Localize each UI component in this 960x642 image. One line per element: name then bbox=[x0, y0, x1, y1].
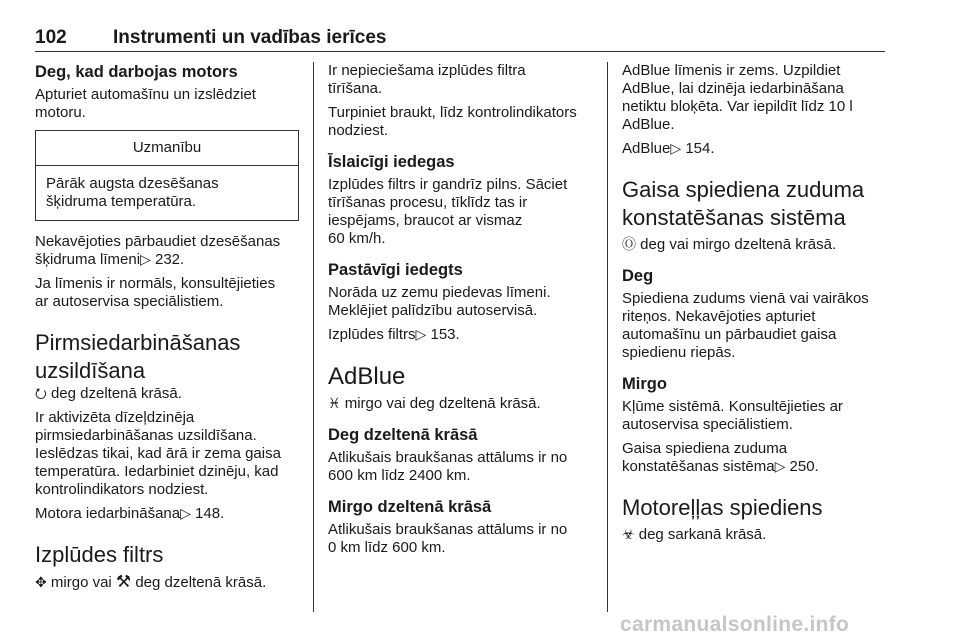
heading-motorellas: Motoreļļas spiediens bbox=[622, 495, 823, 520]
page-reference-icon: ▷ bbox=[140, 252, 151, 268]
heading-mirgo-dzeltena: Mirgo dzeltenā krāsā bbox=[328, 498, 492, 516]
paragraph: AdBlue līmenis ir zems. Uzpildiet AdBlue, lai dzinēja iedarbināšana netiktu bloķēta. Var iepildīt līdz 10 l AdBlue. bbox=[622, 62, 853, 133]
paragraph: Atlikušais braukšanas attālums ir no 0 km līdz 600 km. bbox=[328, 521, 568, 556]
paragraph bbox=[35, 573, 303, 592]
paragraph: Ir aktivizēta dīzeļdzinēja pirmsiedarbināšanas uzsildīšana. Ieslēdzas tikai, kad ārā ir zema gaisa temperatūra. Iedarbiniet dzinēju, kad kontrolindikators nodziest. bbox=[35, 409, 281, 498]
paragraph bbox=[328, 395, 596, 413]
heading-mirgo: Mirgo bbox=[622, 375, 667, 393]
notice-box bbox=[35, 130, 299, 221]
paragraph: Spiediena zudums vienā vai vairākos riteņos. Nekavējoties apturiet automašīnu un pārbaudiet gaisa spiedienu riepās. bbox=[622, 290, 869, 361]
heading-pastavigi: Pastāvīgi iedegts bbox=[328, 261, 463, 279]
heading-deg-darbojas: Deg, kad darbojas motors bbox=[35, 63, 238, 81]
text: Gaisa spiediena zuduma konstatēšanas sistēma bbox=[622, 440, 788, 475]
paragraph: Norāda uz zemu piedevas līmeni. Meklējiet palīdzību autoservisā. bbox=[328, 284, 551, 319]
page-reference-icon: ▷ bbox=[415, 327, 427, 343]
text: mirgo vai bbox=[46, 574, 116, 591]
text: mirgo vai deg dzeltenā krāsā. bbox=[340, 395, 541, 412]
column-3 bbox=[622, 62, 892, 550]
column-1 bbox=[35, 62, 303, 598]
paragraph bbox=[35, 505, 303, 523]
paragraph: Turpiniet braukt, līdz kontrolindikators nodziest. bbox=[328, 104, 577, 139]
notice-body: Pārāk augsta dzesēšanas šķidruma temperatūra. bbox=[46, 175, 219, 210]
adblue-icon: ♓ bbox=[328, 396, 341, 412]
page-header bbox=[35, 27, 885, 52]
page-number: 102 bbox=[35, 27, 67, 48]
heading-deg-dzeltena: Deg dzeltenā krāsā bbox=[328, 426, 478, 444]
paragraph bbox=[622, 526, 892, 544]
paragraph: Apturiet automašīnu un izslēdziet motoru. bbox=[35, 86, 256, 121]
paragraph bbox=[328, 326, 596, 344]
exhaust-filter-icon: ✥ bbox=[35, 575, 47, 591]
text: deg vai mirgo dzeltenā krāsā. bbox=[636, 236, 837, 253]
paragraph: Izplūdes filtrs ir gandrīz pilns. Sāciet tīrīšanas procesu, tīklīdz tas ir iespējams, braucot ar vismaz 60 km/h. bbox=[328, 176, 568, 247]
paragraph bbox=[622, 236, 892, 254]
paragraph bbox=[622, 140, 892, 158]
page-title: Instrumenti un vadības ierīces bbox=[113, 27, 387, 48]
paragraph: Atlikušais braukšanas attālums ir no 600 km līdz 2400 km. bbox=[328, 449, 568, 484]
text: Izplūdes filtrs bbox=[328, 326, 416, 343]
paragraph: Kļūme sistēmā. Konsultējieties ar autoservisa speciālistiem. bbox=[622, 398, 843, 433]
text: deg dzeltenā krāsā. bbox=[46, 385, 182, 402]
heading-islaicigi: Īslaicīgi iedegas bbox=[328, 153, 455, 171]
text: AdBlue bbox=[622, 140, 671, 157]
paragraph: Ir nepieciešama izplūdes filtra tīrīšana. bbox=[328, 62, 526, 97]
heading-gaisa-spiediena: Gaisa spiediena zuduma konstatēšanas sistēma bbox=[622, 177, 865, 230]
page-reference[interactable]: 148. bbox=[190, 505, 225, 522]
text: deg sarkanā krāsā. bbox=[634, 526, 767, 543]
page-reference-icon: ▷ bbox=[774, 459, 786, 475]
page-reference-icon: ▷ bbox=[670, 141, 682, 157]
heading-pirmsiedarbinasanas: Pirmsiedarbināšanas uzsildīšana bbox=[35, 330, 241, 383]
page-reference-icon: ▷ bbox=[180, 506, 191, 522]
text: Motora iedarbināšana bbox=[35, 505, 181, 522]
watermark: carmanualsonline.info bbox=[620, 613, 850, 636]
page-reference[interactable]: 232. bbox=[150, 251, 185, 268]
oil-pressure-icon: ☣ bbox=[622, 527, 635, 543]
preheat-icon: ⭮ bbox=[35, 386, 47, 402]
column-divider bbox=[313, 62, 314, 612]
notice-title: Uzmanību bbox=[36, 131, 298, 166]
text: deg dzeltenā krāsā. bbox=[131, 574, 267, 591]
heading-deg: Deg bbox=[622, 267, 654, 285]
heading-izpludes-filtrs: Izplūdes filtrs bbox=[35, 542, 164, 567]
page-reference[interactable]: 153. bbox=[426, 326, 460, 343]
paragraph bbox=[622, 440, 892, 476]
text: Nekavējoties pārbaudiet dzesēšanas šķidruma līmeni bbox=[35, 233, 281, 268]
wrench-icon: ⚒ bbox=[115, 572, 132, 592]
column-2 bbox=[328, 62, 596, 563]
paragraph bbox=[35, 233, 303, 269]
page-reference[interactable]: 154. bbox=[681, 140, 715, 157]
paragraph bbox=[35, 385, 303, 403]
tire-pressure-icon: Ⓞ bbox=[622, 237, 636, 253]
paragraph: Ja līmenis ir normāls, konsultējieties ar autoservisa speciālistiem. bbox=[35, 275, 276, 310]
column-divider bbox=[607, 62, 608, 612]
page-reference[interactable]: 250. bbox=[785, 458, 819, 475]
heading-adblue: AdBlue bbox=[328, 363, 406, 390]
